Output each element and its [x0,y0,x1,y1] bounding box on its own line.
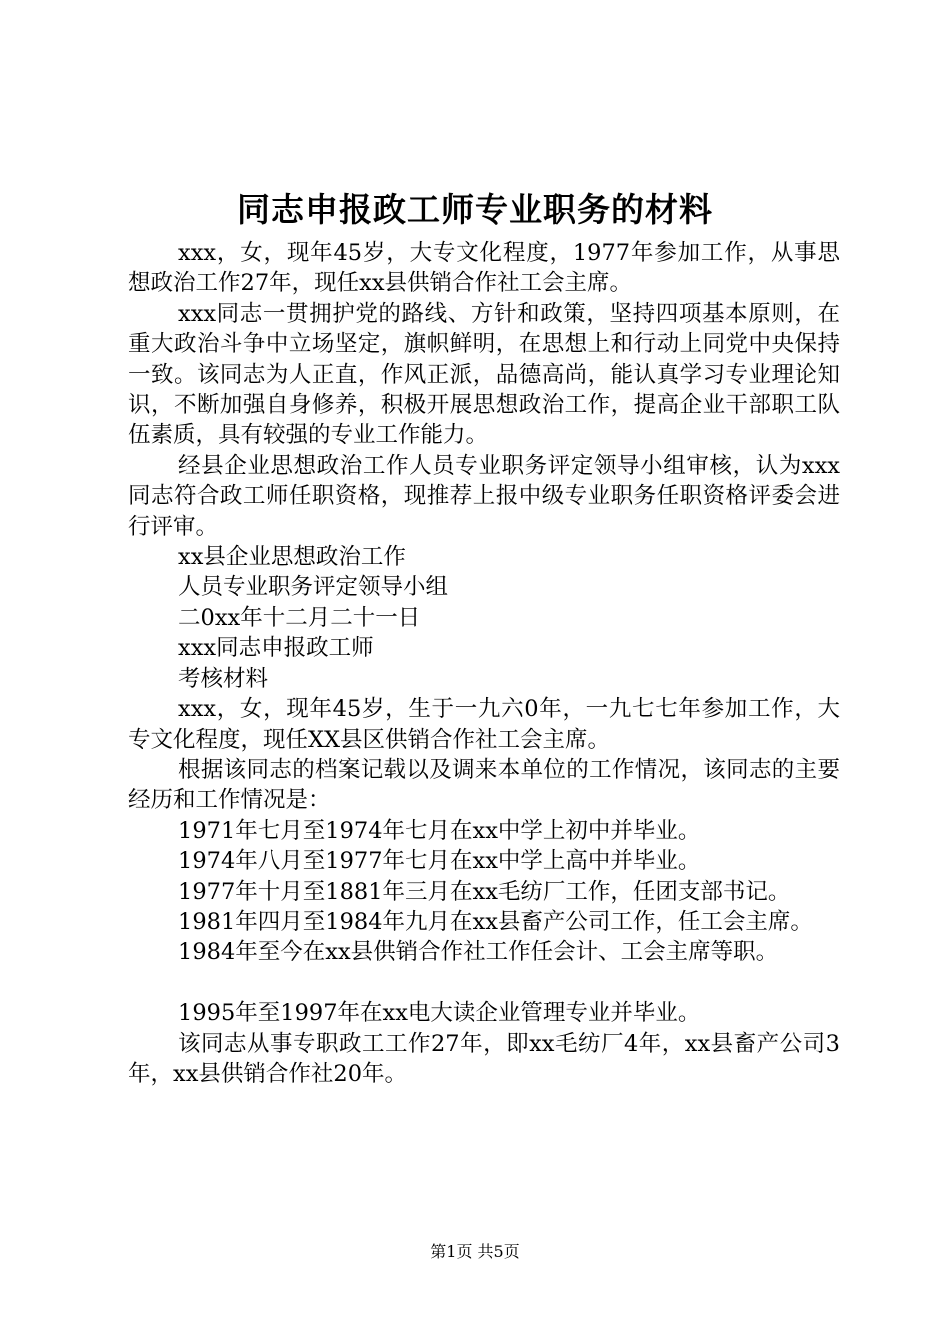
history-item-4: 1981年四月至1984年九月在xx县畜产公司工作，任工会主席。 [178,908,813,935]
section-heading-1: xxx同志申报政工师 [178,635,374,662]
signature-line-1: xx县企业思想政治工作 [178,544,406,571]
section-heading-2: 考核材料 [178,665,269,692]
paragraph-intro: xxx，女，现年45岁，大专文化程度，1977年参加工作，从事思想政治工作27年，现任xx县供销合作社工会主席。 [128,240,840,297]
paragraph-summary: 该同志从事专职政工工作27年，即xx毛纺厂4年，xx县畜产公司3年，xx县供销合作社20年。 [128,1030,840,1087]
paragraph-profile: xxx，女，现年45岁，生于一九六0年，一九七七年参加工作，大专文化程度，现任XX县区供销合作社工会主席。 [128,696,840,753]
history-item-3: 1977年十月至1881年三月在xx毛纺厂工作，任团支部书记。 [178,878,791,905]
history-item-5: 1984年至今在xx县供销合作社工作任会计、工会主席等职。 [178,939,779,966]
signature-date: 二0xx年十二月二十一日 [178,604,421,631]
page-footer: 第1页 共5页 [430,1242,520,1261]
history-item-6: 1995年至1997年在xx电大读企业管理专业并毕业。 [178,1000,701,1027]
signature-line-2: 人员专业职务评定领导小组 [178,574,449,601]
blank-line [128,968,840,998]
history-item-1: 1971年七月至1974年七月在xx中学上初中并毕业。 [178,817,701,844]
paragraph-recommendation: 经县企业思想政治工作人员专业职务评定领导小组审核，认为xxx同志符合政工师任职资格，现推荐上报中级专业职务任职资格评委会进行评审。 [128,452,840,540]
history-item-2: 1974年八月至1977年七月在xx中学上高中并毕业。 [178,848,701,875]
paragraph-political-stance: xxx同志一贯拥护党的路线、方针和政策，坚持四项基本原则，在重大政治斗争中立场坚定，旗帜鲜明，在思想上和行动上同党中央保持一致。该同志为人正直，作风正派，品德高尚，能认真学习专业理论知识，不断加强自身修养，积极开展思想政治工作，提高企业干部职工队伍素质，具有较强的专业工作能力。 [128,300,840,449]
document-title: 同志申报政工师专业职务的材料 [237,190,713,229]
paragraph-history-intro: 根据该同志的档案记载以及调来本单位的工作情况，该同志的主要经历和工作情况是： [128,756,840,814]
document-body [128,238,840,1089]
